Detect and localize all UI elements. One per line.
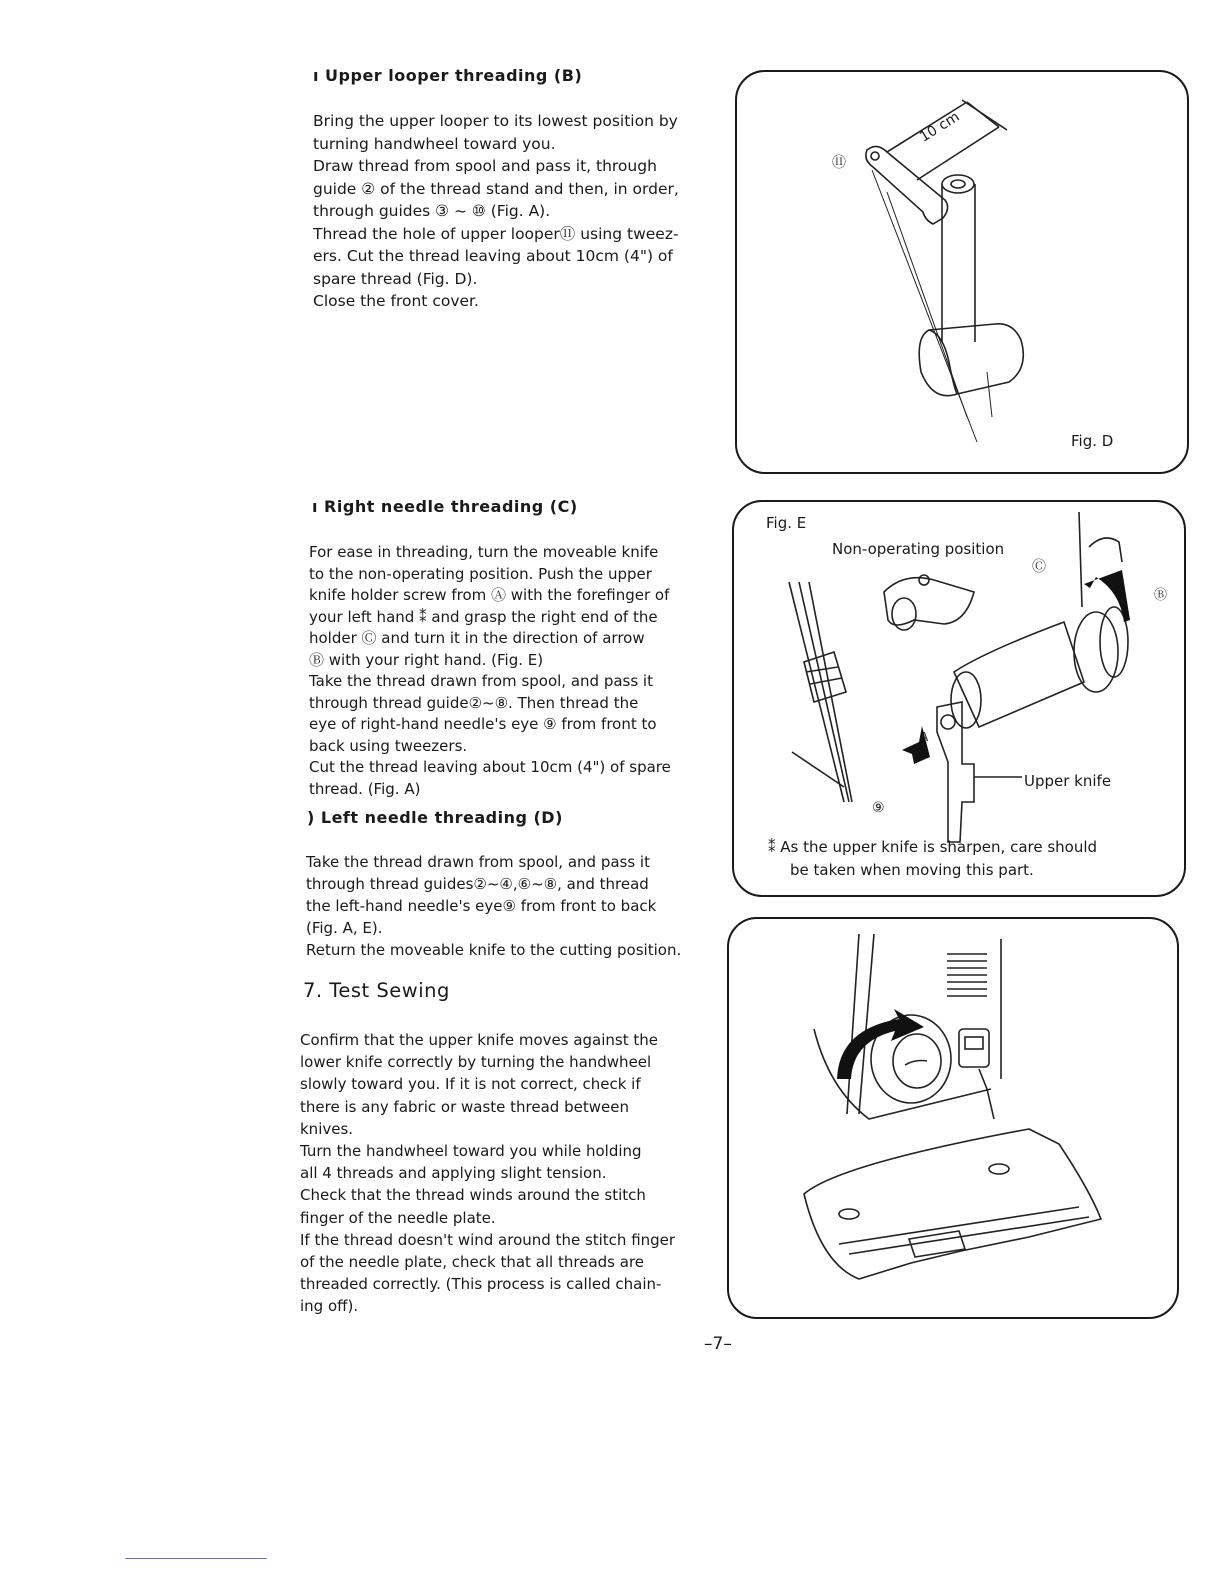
left-needle-text: Take the thread drawn from spool, and pass it through thread guides②~④,⑥~⑧, and thread the left-hand needle's eye⑨ from front to back (Fig. A, E). Return the moveable knife to the cutting position. xyxy=(306,853,682,959)
page-number: –7– xyxy=(704,1334,732,1354)
fig-e-box xyxy=(732,500,1186,897)
looper-illustration xyxy=(737,72,1187,472)
right-needle-text: For ease in threading, turn the moveable knife to the non-operating position. Push the upper knife holder screw from Ⓐ with the forefinger of your left hand ⁑ and grasp the right end of the holder Ⓒ and turn it in the direction of arrow Ⓑ with your right hand. (Fig. E) Take the thread drawn from spool, and pass it through thread guide②~⑧. Then thread the eye of right-hand needle's eye ⑨ from front to back using tweezers. Cut the thread leaving about 10cm (4") of spare thread. (Fig. A) xyxy=(309,543,671,798)
left-needle-heading: ) Left needle threading (D) xyxy=(307,808,563,827)
fig-d-dimension: 10 cm xyxy=(917,108,963,146)
caution-note-line2: be taken when moving this part. xyxy=(790,861,1034,879)
fig-d-box xyxy=(735,70,1189,474)
caution-note-line1: ⁑ As the upper knife is sharpen, care should xyxy=(768,838,1098,856)
upper-looper-text: Bring the upper looper to its lowest position by turning handwheel toward you. Draw thread from spool and pass it, through guide ② of the thread stand and then, in order, through guides ③ ~ ⑩ (Fig. A). Thread the hole of upper looper⑪ using tweez- ers. Cut the thread leaving about 10cm (4") of spare thread (Fig. D). Close the front cover. xyxy=(313,112,679,310)
non-operating-label: Non-operating position xyxy=(832,540,1005,558)
test-sewing-title: 7. Test Sewing xyxy=(303,979,450,1002)
upper-knife-label: Upper knife xyxy=(1024,772,1112,790)
footer-rule xyxy=(125,1558,267,1559)
fig-d-label: Fig. D xyxy=(1071,432,1114,450)
upper-looper-heading: ı Upper looper threading (B) xyxy=(313,66,583,85)
right-needle-heading: ı Right needle threading (C) xyxy=(312,497,578,516)
marker-c: Ⓒ xyxy=(1032,559,1046,575)
test-sewing-text: Confirm that the upper knife moves against the lower knife correctly by turning the handwheel slowly toward you. If it is not correct, check if there is any fabric or waste thread between knives. Turn the handwheel toward you while holding all 4 threads and applying slight tension. Check that the thread winds around the stitch finger of the needle plate. If the thread doesn't wind around the stitch finger of the needle plate, check that all threads are threaded correctly. (This process is called chain- ing off). xyxy=(300,1031,676,1316)
handwheel-needle-plate-illustration xyxy=(729,919,1177,1317)
marker-9: ⑨ xyxy=(872,800,885,816)
knife-illustration xyxy=(734,502,1184,895)
test-sewing-figure-box xyxy=(727,917,1179,1319)
marker-b: Ⓑ xyxy=(1154,588,1168,603)
fig-d-marker: ⑪ xyxy=(832,155,846,171)
marker-a: A xyxy=(920,730,929,744)
fig-e-label: Fig. E xyxy=(766,514,807,532)
